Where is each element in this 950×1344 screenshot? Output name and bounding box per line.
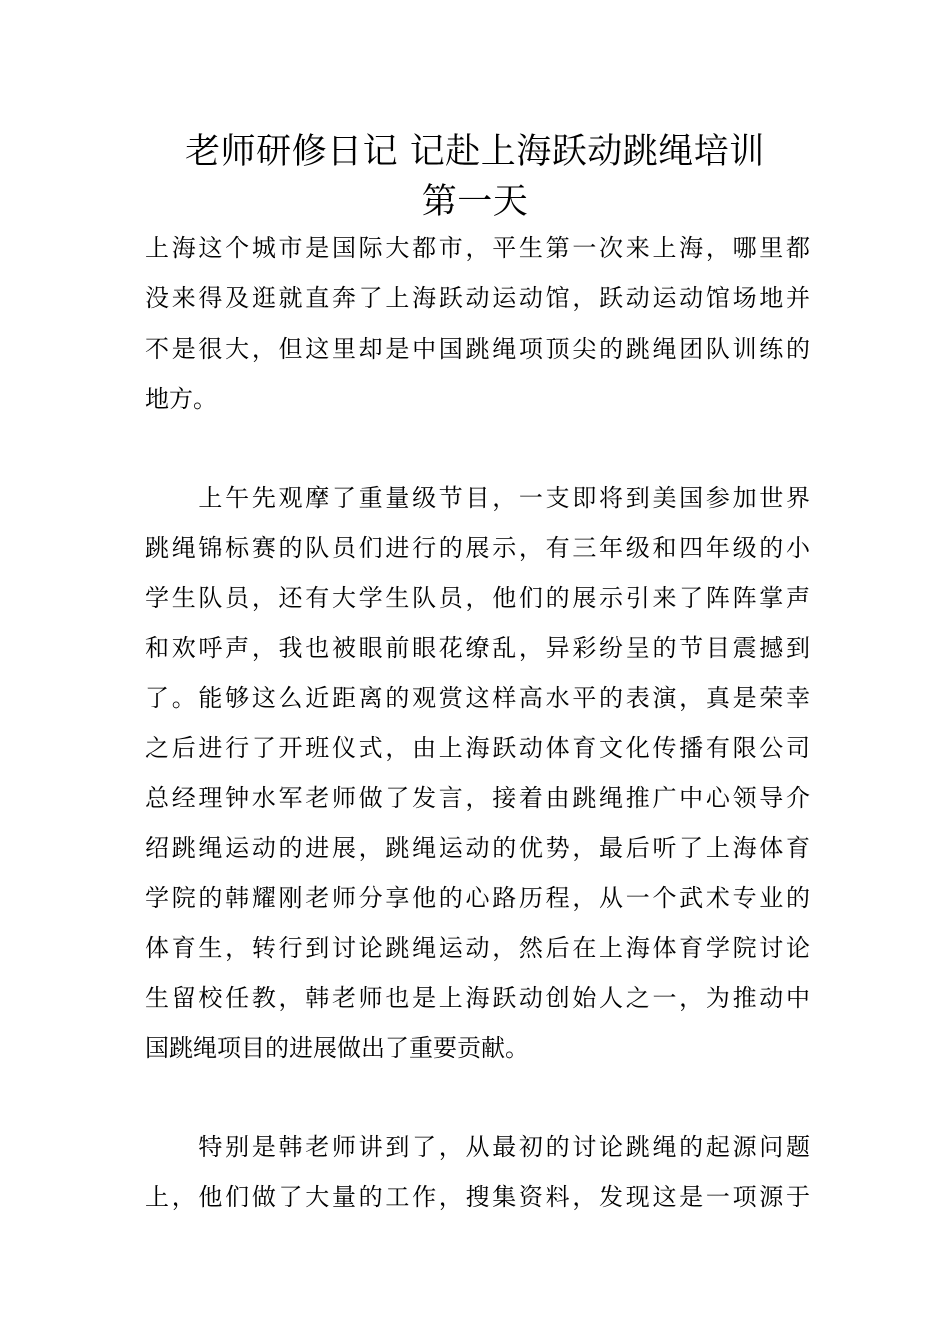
- paragraph-2-line-11: 生留校任教，韩老师也是上海跃动创始人之一，为推动中: [145, 984, 810, 1012]
- paragraph-2-line-6: 之后进行了开班仪式，由上海跃动体育文化传播有限公司: [145, 734, 810, 762]
- paragraph-1-line-4: 地方。: [145, 385, 217, 413]
- paragraph-2-line-7: 总经理钟水军老师做了发言，接着由跳绳推广中心领导介: [145, 784, 810, 812]
- paragraph-2-line-2: 跳绳锦标赛的队员们进行的展示，有三年级和四年级的小: [145, 534, 810, 562]
- paragraph-2-line-8: 绍跳绳运动的进展，跳绳运动的优势，最后听了上海体育: [145, 834, 810, 862]
- paragraph-1-line-1: 上海这个城市是国际大都市，平生第一次来上海，哪里都: [145, 234, 810, 262]
- paragraph-2-line-3: 学生队员，还有大学生队员，他们的展示引来了阵阵掌声: [145, 584, 810, 612]
- paragraph-2-line-5: 了。能够这么近距离的观赏这样高水平的表演，真是荣幸: [145, 684, 810, 712]
- paragraph-2-line-1: 上午先观摩了重量级节目，一支即将到美国参加世界: [145, 484, 810, 512]
- paragraph-2-line-9: 学院的韩耀刚老师分享他的心路历程，从一个武术专业的: [145, 884, 810, 912]
- paragraph-1-line-3: 不是很大，但这里却是中国跳绳项顶尖的跳绳团队训练的: [145, 335, 810, 363]
- paragraph-1-line-2: 没来得及逛就直奔了上海跃动运动馆，跃动运动馆场地并: [145, 284, 810, 312]
- document-title-line-1: 老师研修日记 记赴上海跃动跳绳培训: [185, 132, 765, 172]
- paragraph-3-line-1: 特别是韩老师讲到了，从最初的讨论跳绳的起源问题: [145, 1133, 810, 1161]
- paragraph-2-line-12: 国跳绳项目的进展做出了重要贡献。: [145, 1034, 529, 1062]
- paragraph-3-line-2: 上，他们做了大量的工作，搜集资料，发现这是一项源于: [145, 1183, 810, 1211]
- paragraph-2-line-10: 体育生，转行到讨论跳绳运动，然后在上海体育学院讨论: [145, 934, 810, 962]
- paragraph-2-line-4: 和欢呼声，我也被眼前眼花缭乱，异彩纷呈的节目震撼到: [145, 634, 810, 662]
- document-title-line-2: 第一天: [421, 182, 529, 222]
